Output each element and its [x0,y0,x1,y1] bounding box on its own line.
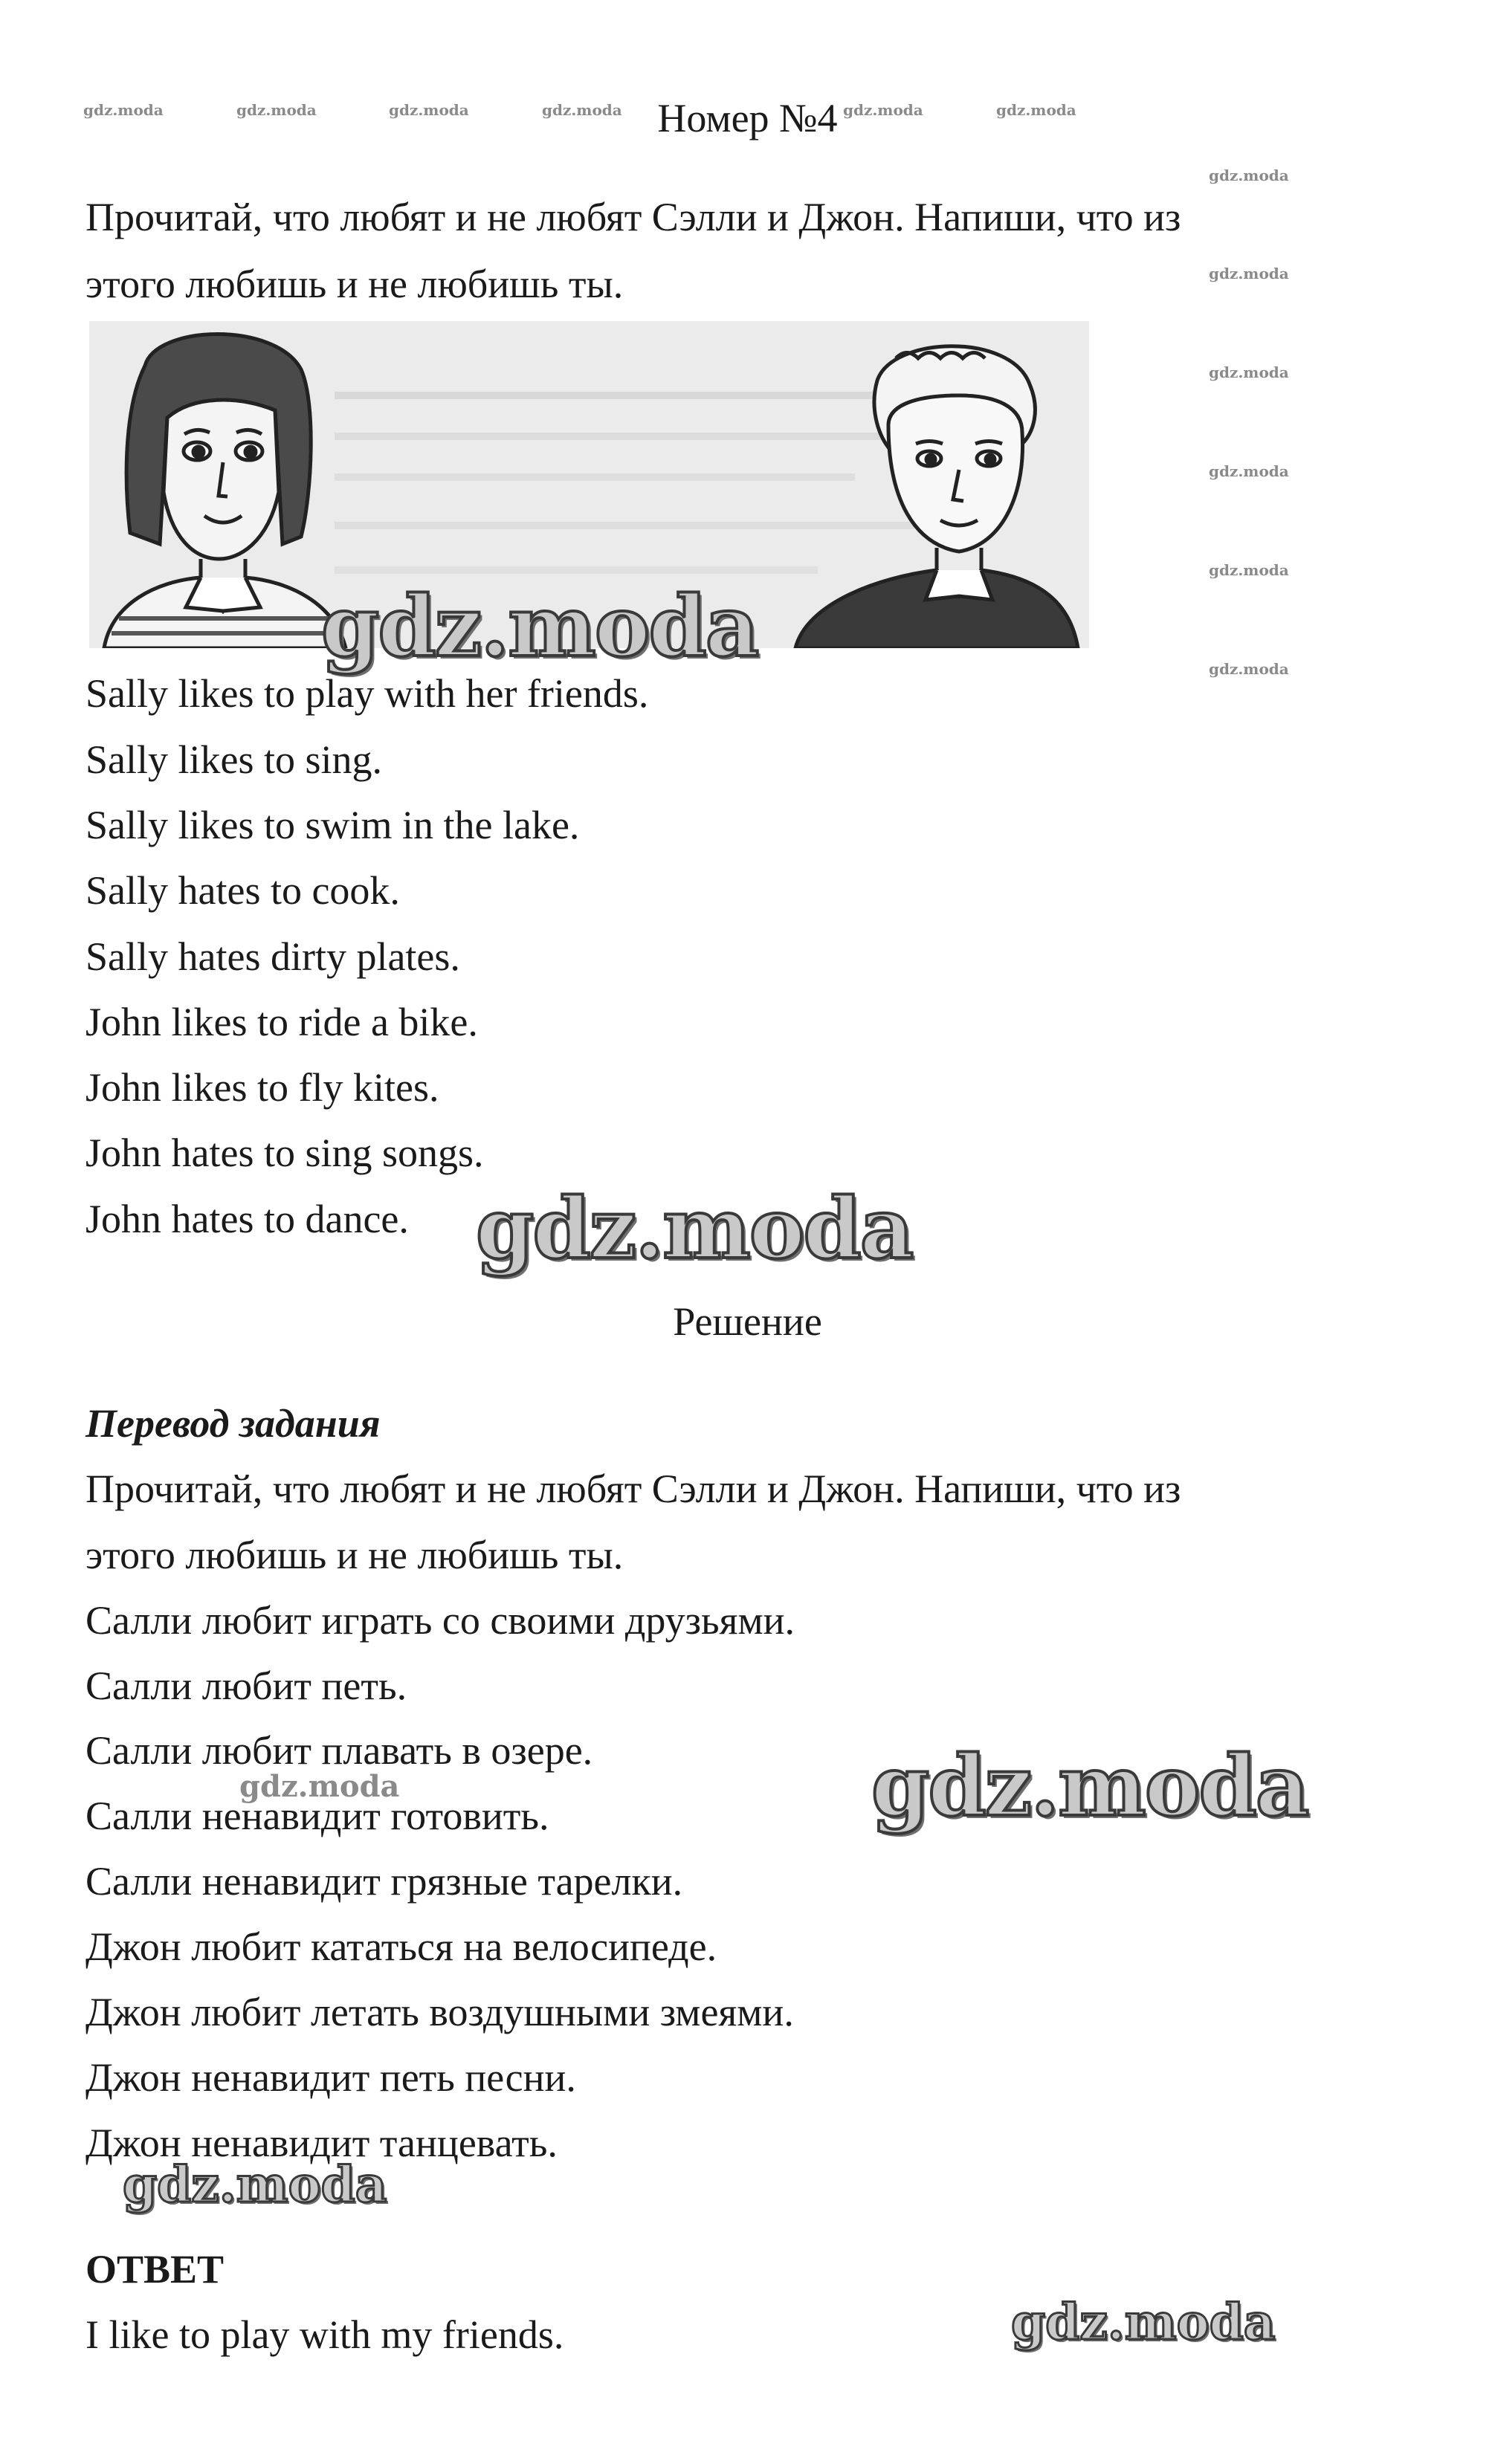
task-sentence: Sally hates to cook. [85,868,400,913]
watermark-large: gdz.moda [871,1738,1308,1835]
watermark-medium: gdz.moda [1011,2293,1276,2351]
watermark-small: gdz.moda [843,101,923,119]
watermark-small: gdz.moda [1209,561,1289,579]
watermark-small: gdz.moda [83,101,164,119]
watermark-small: gdz.moda [236,101,317,119]
answer-line: I like to play with my friends. [85,2312,564,2357]
translated-sentence: Салли ненавидит грязные тарелки. [85,1859,683,1904]
watermark-small: gdz.moda [1209,363,1289,381]
task-sentence: John likes to ride a bike. [85,1000,478,1044]
translation-heading: Перевод задания [85,1401,381,1446]
watermark-small: gdz.moda [1209,265,1289,282]
translated-sentence: Джон ненавидит танцевать. [85,2121,558,2165]
translated-sentence: Салли любит играть со своими друзьями. [85,1598,795,1643]
task-sentence: John hates to dance. [85,1197,409,1241]
watermark-small: gdz.moda [389,101,469,119]
watermark-small: gdz.moda [1209,462,1289,480]
watermark-small: gdz.moda [239,1769,400,1804]
task-sentence: John hates to sing songs. [85,1131,484,1175]
page-title: Номер №4 [657,96,838,140]
task-sentence: Sally likes to play with her friends. [85,671,649,716]
task-sentence: Sally likes to sing. [85,737,383,782]
task-sentence: John likes to fly kites. [85,1065,439,1110]
watermark-small: gdz.moda [542,101,622,119]
translated-sentence: Салли ненавидит готовить. [85,1794,549,1838]
translated-sentence: Салли любит плавать в озере. [85,1728,593,1773]
watermark-medium: gdz.moda [123,2156,387,2214]
watermark-large: gdz.moda [476,1180,913,1278]
answer-heading: ОТВЕТ [85,2247,225,2292]
translated-sentence: Джон любит летать воздушными змеями. [85,1990,794,2034]
task-instruction-line2: этого любишь и не любишь ты. [85,262,624,306]
translation-instruction-line1: Прочитай, что любят и не любят Сэлли и Джон. Напиши, что из [85,1467,1181,1511]
task-sentence: Sally likes to swim in the lake. [85,803,580,847]
translation-instruction-line2: этого любишь и не любишь ты. [85,1533,624,1577]
translated-sentence: Джон ненавидит петь песни. [85,2055,576,2100]
task-sentence: Sally hates dirty plates. [85,934,460,979]
watermark-small: gdz.moda [1209,660,1289,678]
translated-sentence: Салли любит петь. [85,1663,407,1708]
watermark-small: gdz.moda [996,101,1076,119]
task-instruction-line1: Прочитай, что любят и не любят Сэлли и Джон. Напиши, что из [85,195,1181,239]
solution-heading: Решение [673,1299,822,1344]
watermark-small: gdz.moda [1209,166,1289,184]
translated-sentence: Джон любит кататься на велосипеде. [85,1924,717,1969]
watermark-large: gdz.moda [321,578,758,676]
